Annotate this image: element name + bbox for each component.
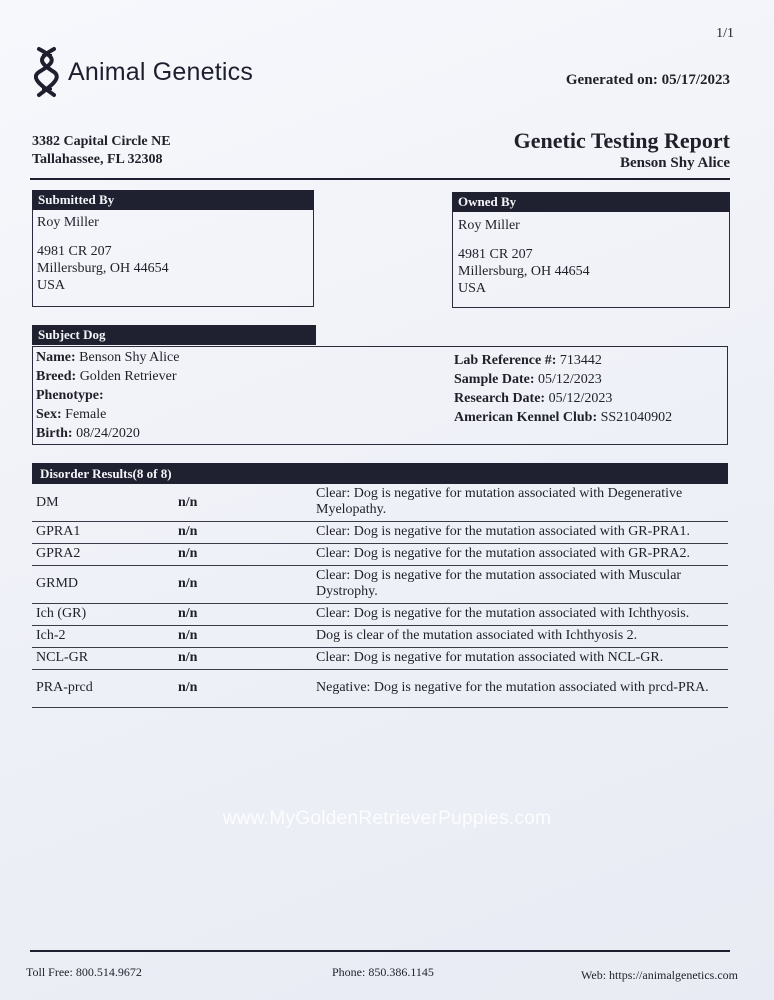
owner-country: USA [458,281,487,296]
research-date: 05/12/2023 [548,391,613,406]
dna-helix-icon [34,46,60,98]
subject-dog-left [36,348,180,443]
result-row [32,669,728,707]
disorder-name: DM [32,485,178,521]
phone: Phone: 850.386.1145 [332,965,434,979]
subject-dog-header: Subject Dog [32,325,316,345]
genotype: n/n [178,543,312,565]
result-description: Clear: Dog is negative for the mutation associated with Ichthyosis. [312,603,728,625]
dog-breed: Golden Retriever [79,369,177,384]
lab-ref: 713442 [559,353,602,368]
result-row [32,625,728,647]
result-row [32,647,728,669]
breed-label: Breed: [36,369,77,384]
dog-name: Benson Shy Alice [79,350,180,365]
result-row [32,485,728,521]
address-line-2: Tallahassee, FL 32308 [32,152,163,167]
sex-label: Sex: [36,407,62,422]
akc-number: SS21040902 [600,410,673,425]
sample-date-label: Sample Date: [454,372,535,387]
disorder-name: NCL-GR [32,647,178,669]
submitter-street: 4981 CR 207 [37,244,112,259]
company-logo [34,46,253,98]
result-description: Dog is clear of the mutation associated with Ichthyosis 2. [312,625,728,647]
dog-birth: 08/24/2020 [76,426,140,441]
owned-by-box [452,192,730,308]
company-address [32,133,171,169]
lab-ref-label: Lab Reference #: [454,353,557,368]
disorder-name: Ich-2 [32,625,178,647]
page-number: 1/1 [716,26,734,41]
result-description: Clear: Dog is negative for the mutation associated with GR-PRA1. [312,521,728,543]
submitter-city: Millersburg, OH 44654 [37,261,169,276]
report-title: Genetic Testing Report [513,128,730,153]
company-name: Animal Genetics [68,57,254,86]
genotype: n/n [178,603,312,625]
results-table [32,485,728,708]
result-row [32,521,728,543]
akc-label: American Kennel Club: [454,410,598,425]
watermark: www.MyGoldenRetrieverPuppies.com [222,808,552,829]
genotype: n/n [178,647,312,669]
result-description: Clear: Dog is negative for mutation associated with NCL-GR. [312,647,728,669]
genotype: n/n [178,485,312,521]
owned-by-header: Owned By [452,192,730,212]
result-description: Negative: Dog is negative for the mutation associated with prcd-PRA. [312,669,728,707]
subject-dog-right [454,351,672,427]
result-description: Clear: Dog is negative for mutation associated with Degenerative Myelopathy. [312,485,728,521]
result-description: Clear: Dog is negative for the mutation associated with GR-PRA2. [312,543,728,565]
owner-city: Millersburg, OH 44654 [458,264,590,279]
phenotype-label: Phenotype: [36,388,104,403]
disorder-name: GPRA2 [32,543,178,565]
result-row [32,543,728,565]
genotype: n/n [178,625,312,647]
submitted-by-body [37,214,169,294]
address-line-1: 3382 Capital Circle NE [32,134,171,149]
submitted-by-box [32,190,314,307]
owner-street: 4981 CR 207 [458,247,533,262]
toll-free: Toll Free: 800.514.9672 [26,965,142,979]
result-row [32,603,728,625]
owner-name: Roy Miller [458,218,520,233]
disorder-name: Ich (GR) [32,603,178,625]
submitter-name: Roy Miller [37,215,99,230]
generated-date: Generated on: 05/17/2023 [565,72,730,88]
research-date-label: Research Date: [454,391,546,406]
submitted-by-header: Submitted By [32,190,314,210]
results-header: Disorder Results(8 of 8) [32,463,728,484]
disorder-name: PRA-prcd [32,669,178,707]
report-subtitle: Benson Shy Alice [619,155,730,171]
submitter-country: USA [37,278,66,293]
name-label: Name: [36,350,76,365]
genotype: n/n [178,565,312,603]
owned-by-body [458,217,590,297]
footer-divider [30,950,730,952]
header-divider [30,178,730,180]
genotype: n/n [178,521,312,543]
result-row [32,565,728,603]
website: Web: https://animalgenetics.com [581,968,738,982]
dog-sex: Female [65,407,107,422]
genotype: n/n [178,669,312,707]
birth-label: Birth: [36,426,73,441]
disorder-name: GRMD [32,565,178,603]
sample-date: 05/12/2023 [538,372,602,387]
result-description: Clear: Dog is negative for the mutation associated with Muscular Dystrophy. [312,565,728,603]
disorder-name: GPRA1 [32,521,178,543]
subject-dog-box [32,346,728,445]
